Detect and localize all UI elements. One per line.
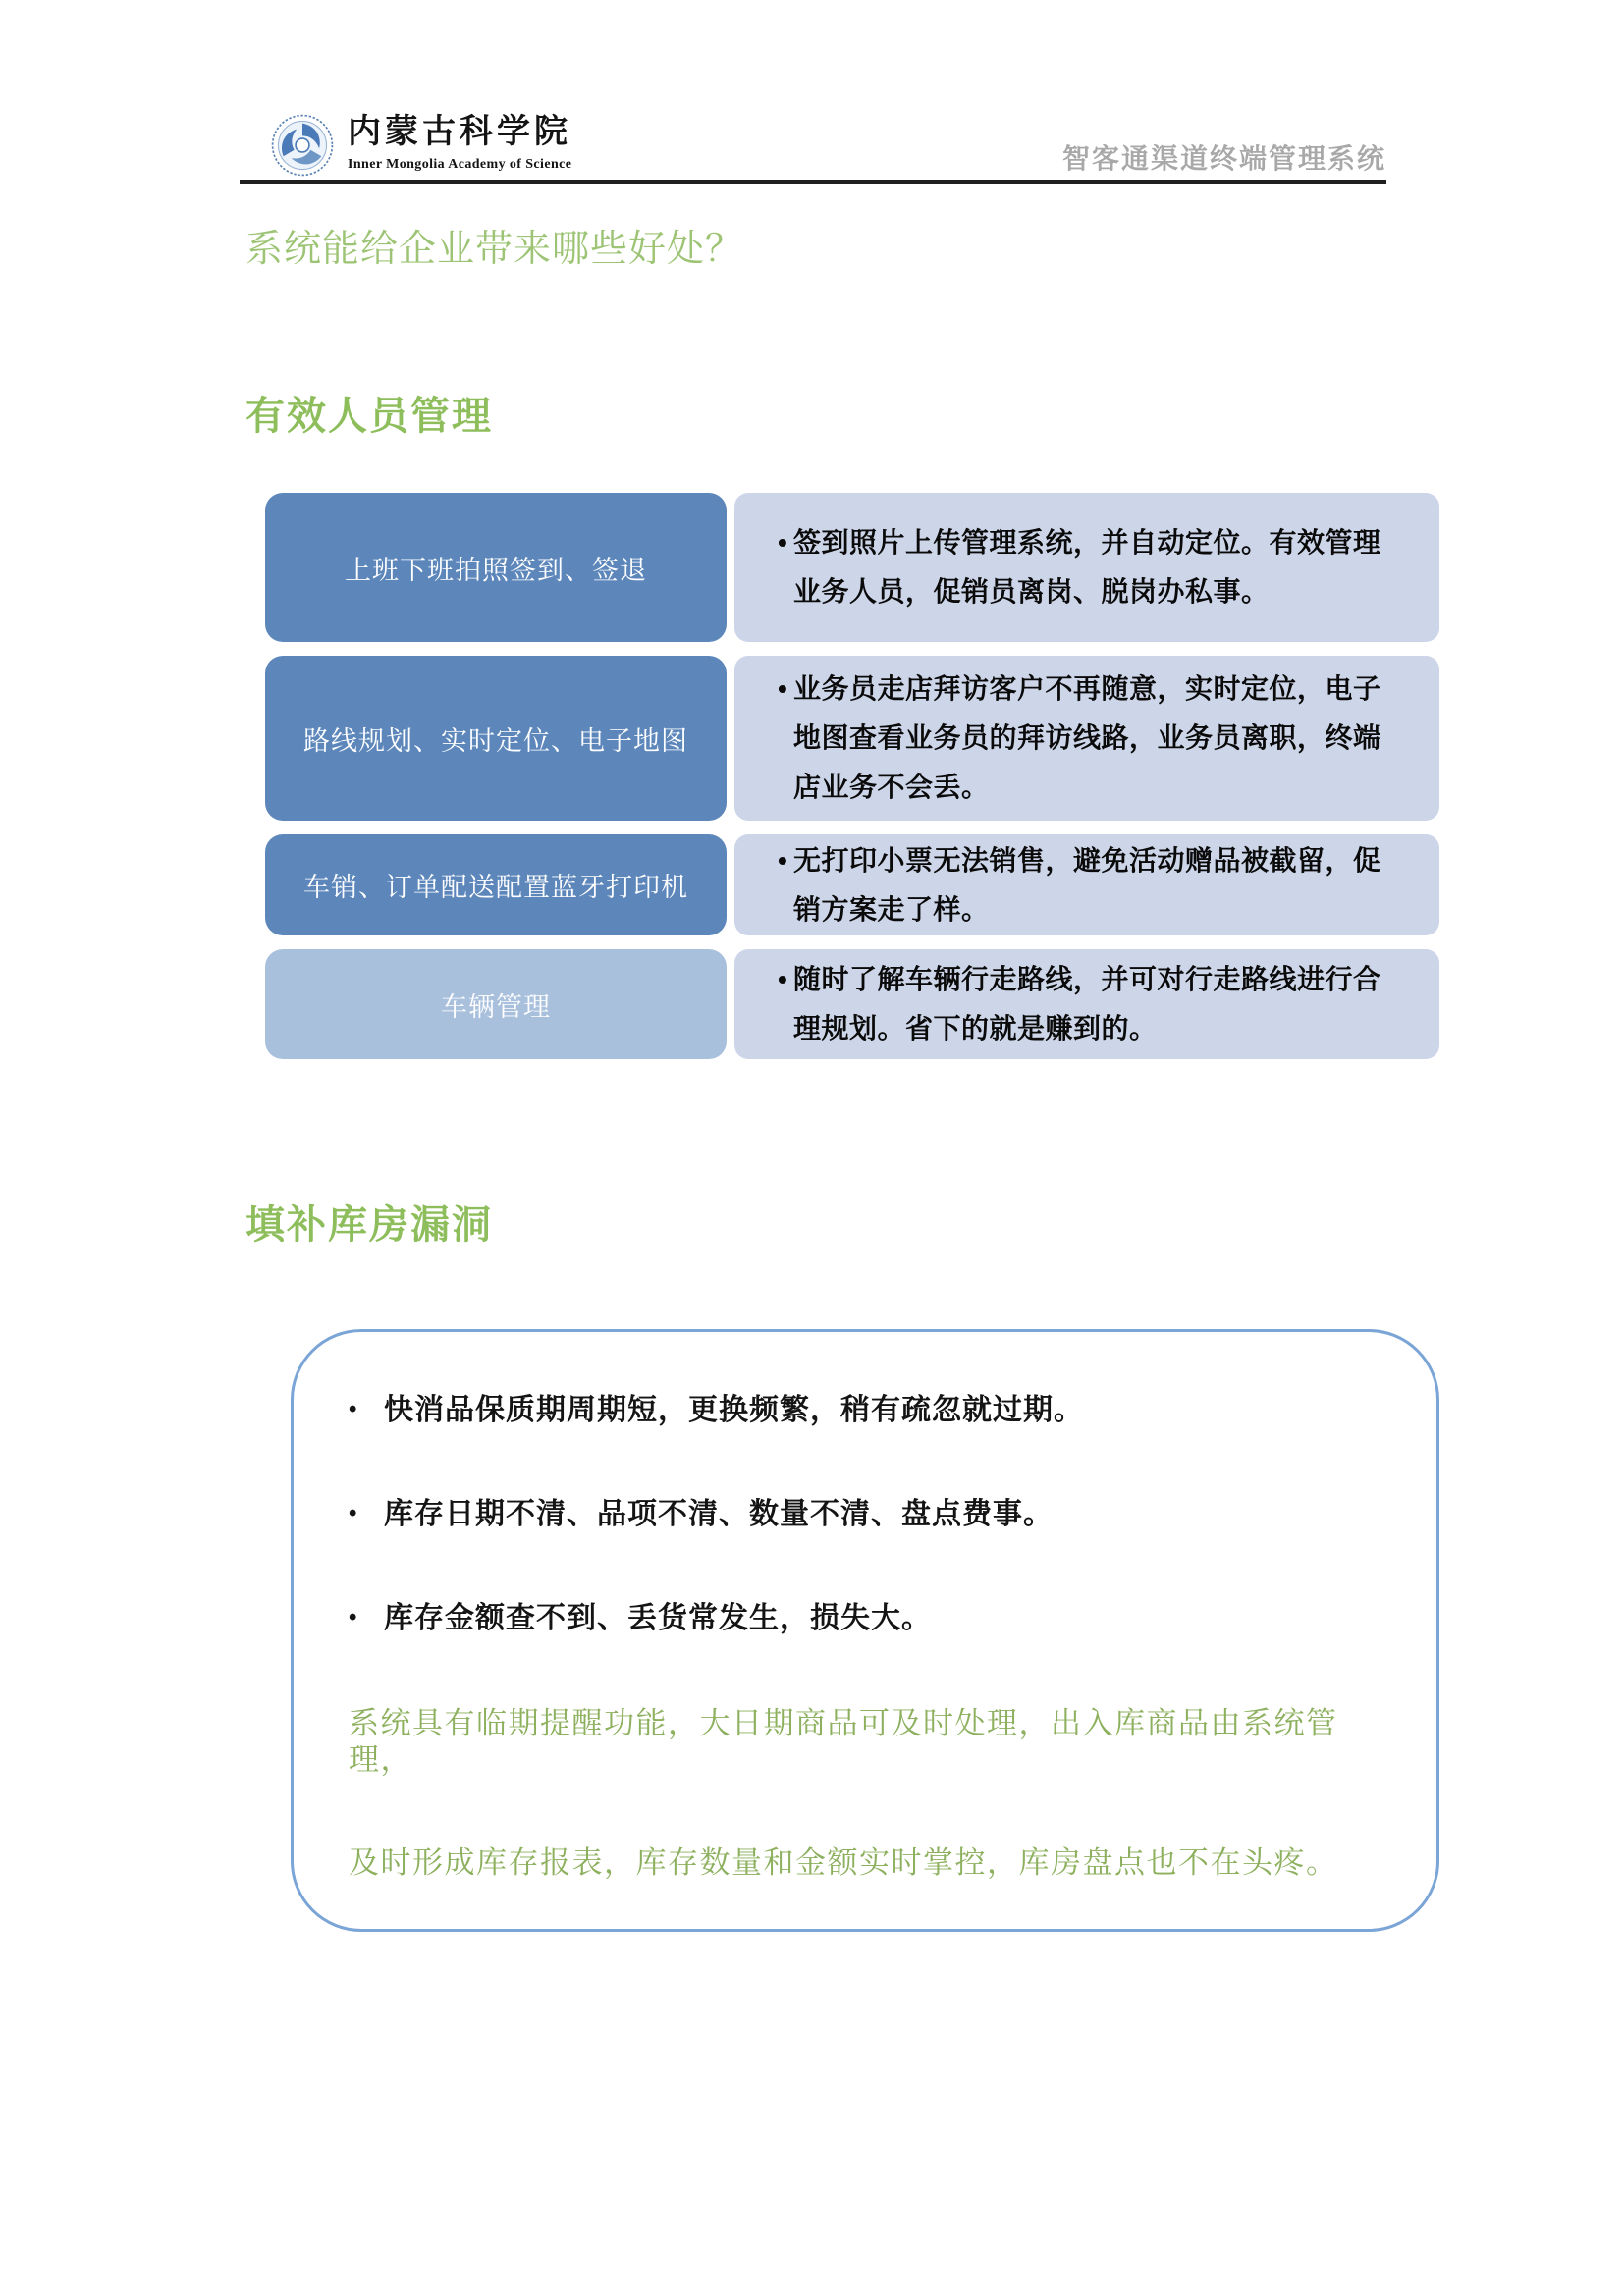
benefit-description-text: 业务员走店拜访客户不再随意，实时定位，电子地图查看业务员的拜访线路，业务员离职，终端店业务不会丢。 — [793, 673, 1381, 802]
section-heading-warehouse: 填补库房漏洞 — [245, 1203, 493, 1247]
benefit-description-text: 随时了解车辆行走路线，并可对行走路线进行合理规划。省下的就是赚到的。 — [793, 964, 1381, 1043]
benefit-row — [265, 834, 1439, 935]
benefit-rows — [265, 493, 1439, 1059]
benefit-description-text: 签到照片上传管理系统，并自动定位。有效管理业务人员，促销员离岗、脱岗办私事。 — [793, 527, 1381, 607]
benefit-description — [734, 949, 1439, 1059]
benefit-description — [734, 656, 1439, 821]
org-name-block — [348, 114, 571, 173]
product-name: 智客通渠道终端管理系统 — [1061, 143, 1386, 174]
warehouse-panel — [291, 1329, 1439, 1932]
org-name-en: Inner Mongolia Academy of Science — [348, 157, 572, 173]
warehouse-panel-content — [349, 1393, 1397, 1949]
org-logo — [271, 114, 571, 177]
bullet-icon: • — [778, 844, 788, 876]
pain-point — [349, 1601, 1397, 1636]
pain-point-text: 库存金额查不到、丢货常发生，损失大。 — [384, 1602, 932, 1634]
bullet-icon: • — [778, 527, 788, 559]
solution-line: 系统具有临期提醒功能，大日期商品可及时处理，出入库商品由系统管理， — [349, 1706, 1338, 1778]
bullet-icon: • — [349, 1500, 358, 1526]
pain-point — [349, 1393, 1397, 1428]
benefit-row — [265, 493, 1439, 642]
bullet-icon: • — [349, 1604, 358, 1630]
pain-point-text: 库存日期不清、品项不清、数量不清、盘点费事。 — [384, 1498, 1054, 1530]
pain-point — [349, 1497, 1397, 1532]
benefit-label: 车销、订单配送配置蓝牙打印机 — [265, 834, 727, 935]
header-divider — [240, 180, 1386, 184]
benefit-description-text: 无打印小票无法销售，避免活动赠品被截留，促销方案走了样。 — [793, 844, 1381, 925]
org-name-cn: 内蒙古科学院 — [348, 113, 571, 150]
page-title: 系统能给企业带来哪些好处？ — [245, 229, 744, 270]
benefit-row — [265, 949, 1439, 1059]
pain-point-text: 快消品保质期周期短，更换频繁，稍有疏忽就过期。 — [384, 1394, 1084, 1426]
benefit-label: 路线规划、实时定位、电子地图 — [265, 656, 727, 821]
academy-seal-icon — [271, 114, 334, 177]
benefit-label: 车辆管理 — [265, 949, 727, 1059]
benefit-description — [734, 834, 1439, 935]
benefit-description — [734, 493, 1439, 642]
bullet-icon: • — [349, 1396, 358, 1422]
benefit-label: 上班下班拍照签到、签退 — [265, 493, 727, 642]
benefit-row — [265, 656, 1439, 821]
bullet-icon: • — [778, 673, 788, 705]
solution-line: 及时形成库存报表，库存数量和金额实时掌控，库房盘点也不在头疼。 — [349, 1845, 1338, 1881]
section-heading-personnel: 有效人员管理 — [245, 395, 493, 438]
bullet-icon: • — [778, 964, 788, 995]
